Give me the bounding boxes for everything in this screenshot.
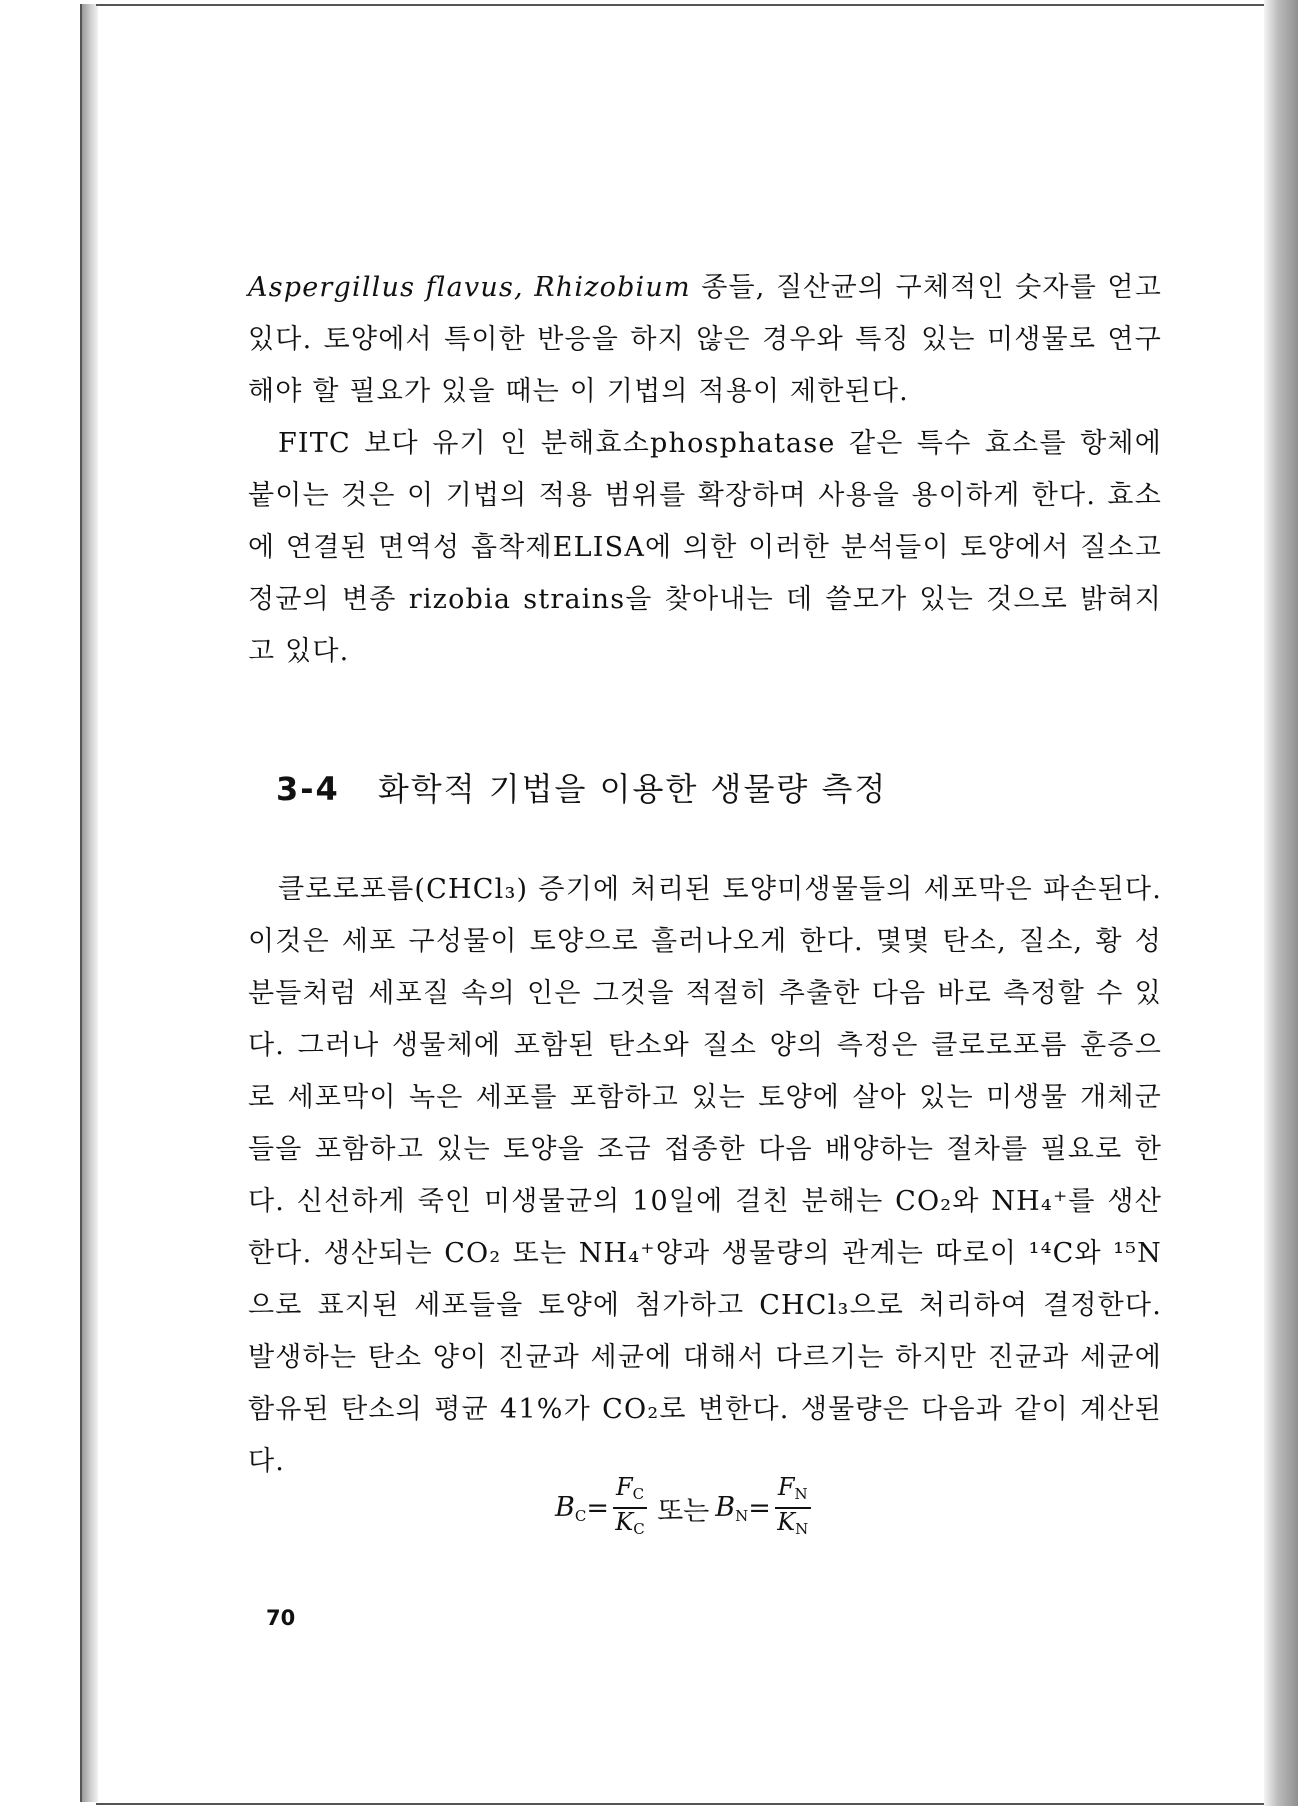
formula-bc: $B_C$ <box>555 1491 587 1525</box>
formula-equals-1: = <box>586 1492 609 1524</box>
section-title: 화학적 기법을 이용한 생물량 측정 <box>377 770 888 808</box>
paragraph-1-text: 종들, 질산균의 구체적인 숫자를 얻고 있다. 토양에서 특이한 반응을 하지 않은 경우와 특징 있는 미생물로 연구해야 할 필요가 있을 때는 이 기법의 적용이 제한된다. <box>248 272 1162 407</box>
paragraph-2: FITC 보다 유기 인 분해효소phosphatase 같은 특수 효소를 항체에 붙이는 것은 이 기법의 적용 범위를 확장하며 사용을 용이하게 한다. 효소에 연결된 면역성 흡착제ELISA에 의한 이러한 분석들이 토양에서 질소고정균의 변종 rizobia strains을 찾아내는 데 쓸모가 있는 것으로 밝혀지고 있다. <box>248 428 1162 667</box>
formula-kc: $K_C$ <box>615 1508 645 1538</box>
formula-kn: $K_N$ <box>777 1508 809 1538</box>
formula-fn: $F_N$ <box>775 1474 811 1509</box>
paragraph-1 <box>248 262 1162 418</box>
formula-equals-2: = <box>748 1492 771 1524</box>
formula-fc: $F_C$ <box>613 1474 647 1509</box>
formula-bn: $B_N$ <box>715 1491 749 1525</box>
formula-fraction-c <box>613 1474 647 1542</box>
biomass-formula <box>555 1474 815 1542</box>
top-text-block <box>248 262 1162 678</box>
section-heading <box>276 764 887 810</box>
page-stack-right-edge <box>1264 0 1298 1806</box>
page-number: 70 <box>266 1606 296 1630</box>
formula-fraction-n <box>775 1474 811 1542</box>
section-number: 3-4 <box>276 770 340 808</box>
formula-or: 또는 <box>657 1495 710 1527</box>
species-names: Aspergillus flavus, Rhizobium <box>248 272 691 303</box>
main-text-block <box>248 864 1162 1488</box>
paragraph-3: 클로로포름(CHCl₃) 증기에 처리된 토양미생물들의 세포막은 파손된다. 이것은 세포 구성물이 토양으로 흘러나오게 한다. 몇몇 탄소, 질소, 황 성분들처럼 세포질 속의 인은 그것을 적절히 추출한 다음 바로 측정할 수 있다. 그러나 생물체에 포함된 탄소와 질소 양의 측정은 클로로포름 훈증으로 세포막이 녹은 세포를 포함하고 있는 토양에 살아 있는 미생물 개체군들을 포함하고 있는 토양을 조금 접종한 다음 배양하는 절차를 필요로 한다. 신선하게 죽인 미생물균의 10일에 걸친 분해는 CO₂와 NH₄⁺를 생산한다. 생산되는 CO₂ 또는 NH₄⁺양과 생물량의 관계는 따로이 ¹⁴C와 ¹⁵N으로 표지된 세포들을 토양에 첨가하고 CHCl₃으로 처리하여 결정한다. 발생하는 탄소 양이 진균과 세균에 대해서 다르기는 하지만 진균과 세균에 함유된 탄소의 평균 41%가 CO₂로 변한다. 생물량은 다음과 같이 계산된다. <box>248 874 1162 1477</box>
